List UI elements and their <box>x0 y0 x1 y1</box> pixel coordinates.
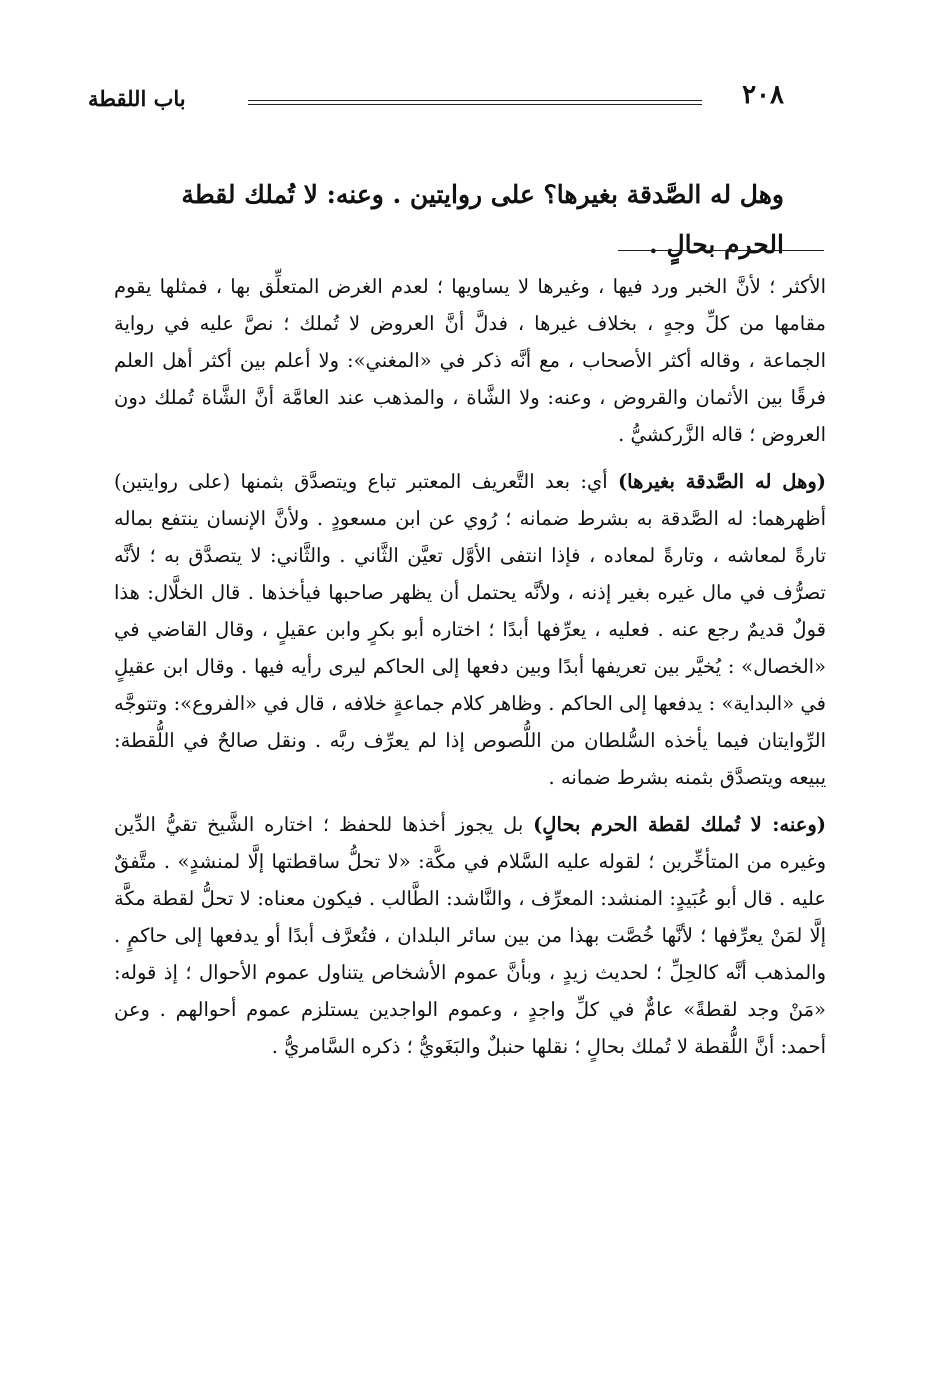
paragraph-body: بل يجوز أخذها للحفظ ؛ اختاره الشَّيخ تقيُّ الدِّين وغيره من المتأخِّرين ؛ لقوله عليه السَّلام في مكَّة: «لا تحلُّ ساقطتها إلَّا لمنشدٍ» . متَّفقٌ عليه . قال أبو عُبَيدٍ: المنشد: المعرِّف ، والنَّاشد: الطَّالب . فيكون معناه: لا تحلُّ لقطة مكَّة إلَّا لمَنْ يعرِّفها ؛ لأنَّها خُصَّت بهذا من بين سائر البلدان ، فتُعرَّف أبدًا أو يدفعها إلى حاكمٍ . والمذهب أنَّه كالحِلِّ ؛ لحديث زيدٍ ، وبأنَّ عموم الأشخاص يتناول عموم الأحوال ؛ إذ قوله: «مَنْ وجد لقطةً» عامٌّ في كلِّ واجدٍ ، وعموم الواجدين يستلزم عموم أحوالهم . وعن أحمد: أنَّ اللُّقطة لا تُملك بحالٍ ؛ نقلها حنبلٌ والبَغَويُّ ؛ ذكره السَّامريُّ . <box>114 813 826 1058</box>
paragraph-body: الأكثر ؛ لأنَّ الخبر ورد فيها ، وغيرها لا يساويها ؛ لعدم الغرض المتعلِّق بها ، فمثلها يقوم مقامها من كلِّ وجهٍ ، بخلاف غيرها ، فدلَّ أنَّ العروض لا تُملك ؛ نصَّ عليه في رواية الجماعة ، وقاله أكثر الأصحاب ، مع أنَّه ذكر في «المغني»: ولا أعلم بين أكثر أهل العلم فرقًا بين الأثمان والقروض ، وعنه: ولا الشَّاة ، والمذهب عند العامَّة أنَّ الشَّاة تُملك دون العروض ؛ قاله الزَّركشيُّ . <box>114 275 826 446</box>
running-title: باب اللقطة <box>88 86 186 111</box>
footnote-separator <box>618 250 824 251</box>
page-number: ٢٠٨ <box>742 80 784 110</box>
matn-text: وهل له الصَّدقة بغيرها؟ على روايتين . وعنه: لا تُملك لقطة الحرم بحالٍ . <box>181 180 784 259</box>
paragraph <box>114 463 826 796</box>
paragraph <box>114 268 826 453</box>
paragraph <box>114 806 826 1065</box>
paragraph-body: أي: بعد التَّعريف المعتبر تباع ويتصدَّق بثمنها (على روايتين) أظهرهما: له الصَّدقة به بشرط ضمانه ؛ رُوي عن ابن مسعودٍ . ولأنَّ الإنسان ينتفع بماله تارةً لمعاشه ، وتارةً لمعاده ، فإذا انتفى الأوَّل تعيَّن الثَّاني . والثَّاني: لا يتصدَّق به ؛ لأنَّه تصرُّف في مال غيره بغير إذنه ، ولأنَّه يحتمل أن يظهر صاحبها فيأخذها . قال الخلَّال: هذا قولٌ قديمٌ رجع عنه . فعليه ، يعرِّفها أبدًا ؛ اختاره أبو بكرٍ وابن عقيلٍ ، وقال القاضي في «الخصال» : يُخيَّر بين تعريفها أبدًا وبين دفعها إلى الحاكم ليرى رأيه فيها . وقال ابن عقيلٍ في «البداية» : يدفعها إلى الحاكم . وظاهر كلام جماعةٍ خلافه ، قال في «الفروع»: وتتوجَّه الرِّوايتان فيما يأخذه السُّلطان من اللُّصوص إذا لم يعرِّف ربَّه . ونقل صالحٌ في اللُّقطة: يبيعه ويتصدَّق بثمنه بشرط ضمانه . <box>114 470 826 789</box>
commentary-text <box>114 268 826 1075</box>
paragraph-lead: (وهل له الصَّدقة بغيرها) <box>617 470 826 493</box>
page-header <box>88 80 784 120</box>
paragraph-lead: (وعنه: لا تُملك لقطة الحرم بحالٍ) <box>533 813 827 836</box>
header-rule-second <box>248 104 702 105</box>
header-rule <box>248 100 702 101</box>
